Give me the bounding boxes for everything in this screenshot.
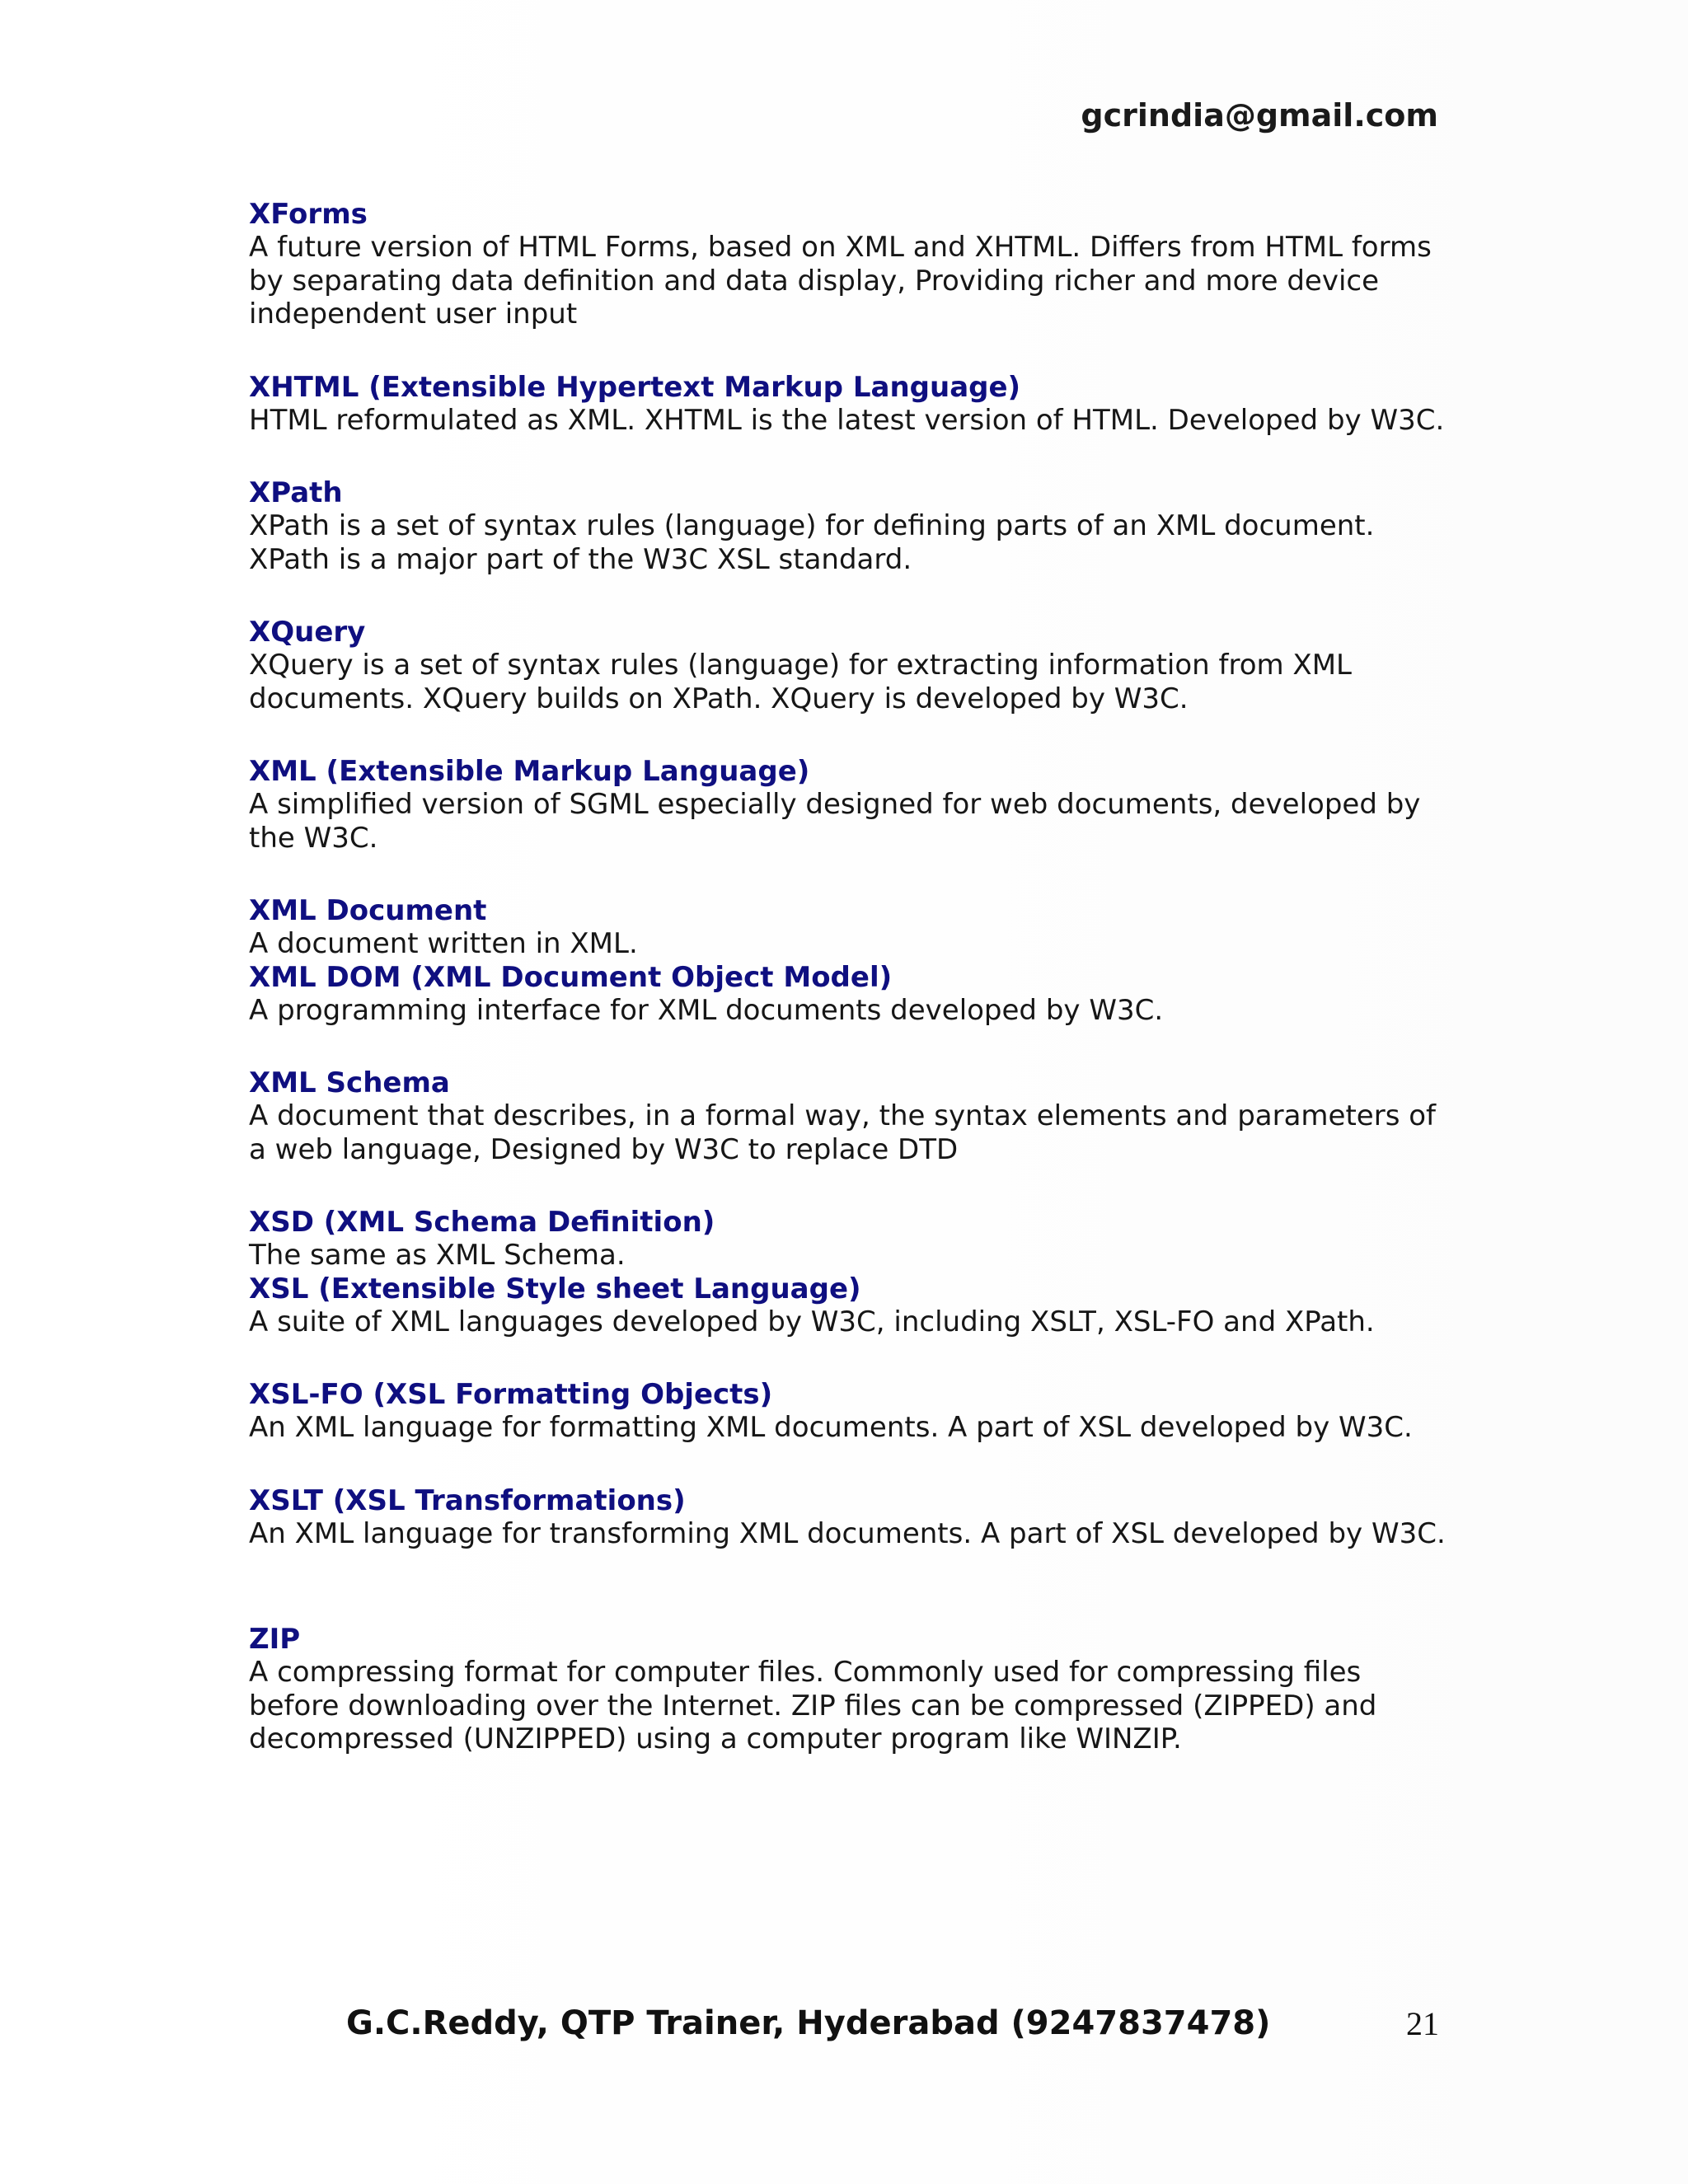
glossary-term: XSD (XML Schema Definition) [249,1206,715,1239]
glossary-definition: The same as XML Schema. [249,1239,626,1272]
glossary-term: XML DOM (XML Document Object Model) [249,960,893,994]
glossary-definition: A document that describes, in a formal way, the syntax elements and parameters of a web language, Designed by W3C to replace DTD [249,1099,1436,1166]
glossary-term: XSL-FO (XSL Formatting Objects) [249,1378,773,1411]
glossary-entry-xsd [249,1206,1452,1272]
glossary-entry-xml-schema [249,1066,1452,1166]
glossary-term: XForms [249,198,368,231]
glossary-term: XPath [249,476,343,509]
glossary-term: XSL (Extensible Style sheet Language) [249,1272,861,1305]
glossary-term: ZIP [249,1623,301,1656]
glossary-definition: An XML language for formatting XML documents. A part of XSL developed by W3C. [249,1411,1413,1444]
glossary-definition: A document written in XML. [249,927,638,960]
glossary-definition: An XML language for transforming XML documents. A part of XSL developed by W3C. [249,1516,1446,1550]
glossary-definition: A suite of XML languages developed by W3C, including XSLT, XSL-FO and XPath. [249,1305,1375,1338]
glossary-term: XML (Extensible Markup Language) [249,755,810,788]
footer-author: G.C.Reddy, QTP Trainer, Hyderabad (9247837478) [346,2004,1271,2042]
glossary-term: XSLT (XSL Transformations) [249,1483,686,1517]
glossary-definition: A compressing format for computer files. Commonly used for compressing files before downloading over the Internet. ZIP files can be compressed (ZIPPED) and decompressed (UNZIPPED) using a computer program like WINZIP. [249,1656,1377,1755]
glossary-entry-xpath [249,476,1452,576]
glossary-entry-xsl [249,1272,1452,1339]
glossary-entry-zip [249,1623,1452,1756]
glossary-entry-xml-document [249,894,1452,961]
header-email: gcrindia@gmail.com [1081,97,1438,134]
glossary-entry-xforms [249,198,1452,331]
glossary-definition: A future version of HTML Forms, based on XML and XHTML. Differs from HTML forms by separating data definition and data display, Providing richer and more device independent user input [249,231,1432,330]
glossary-entry-xslt [249,1484,1452,1551]
glossary-term: XML Document [249,894,487,927]
glossary-definition: A programming interface for XML documents developed by W3C. [249,993,1164,1027]
glossary-term: XQuery [249,616,366,649]
glossary-entry-xsl-fo [249,1378,1452,1445]
page-number: 21 [1406,2005,1439,2042]
glossary-content [249,198,1452,1756]
glossary-definition: XPath is a set of syntax rules (language) for defining parts of an XML document. XPath is a major part of the W3C XSL standard. [249,509,1375,576]
glossary-entry-xml [249,755,1452,855]
glossary-definition: HTML reformulated as XML. XHTML is the latest version of HTML. Developed by W3C. [249,403,1445,437]
glossary-entry-xquery [249,616,1452,715]
glossary-term: XHTML (Extensible Hypertext Markup Language) [249,370,1021,404]
glossary-entry-xhtml [249,371,1452,438]
glossary-entry-xml-dom [249,961,1452,1028]
glossary-definition: A simplified version of SGML especially designed for web documents, developed by the W3C. [249,788,1421,855]
glossary-definition: XQuery is a set of syntax rules (language) for extracting information from XML documents. XQuery builds on XPath. XQuery is developed by W3C. [249,649,1353,715]
glossary-term: XML Schema [249,1066,450,1099]
